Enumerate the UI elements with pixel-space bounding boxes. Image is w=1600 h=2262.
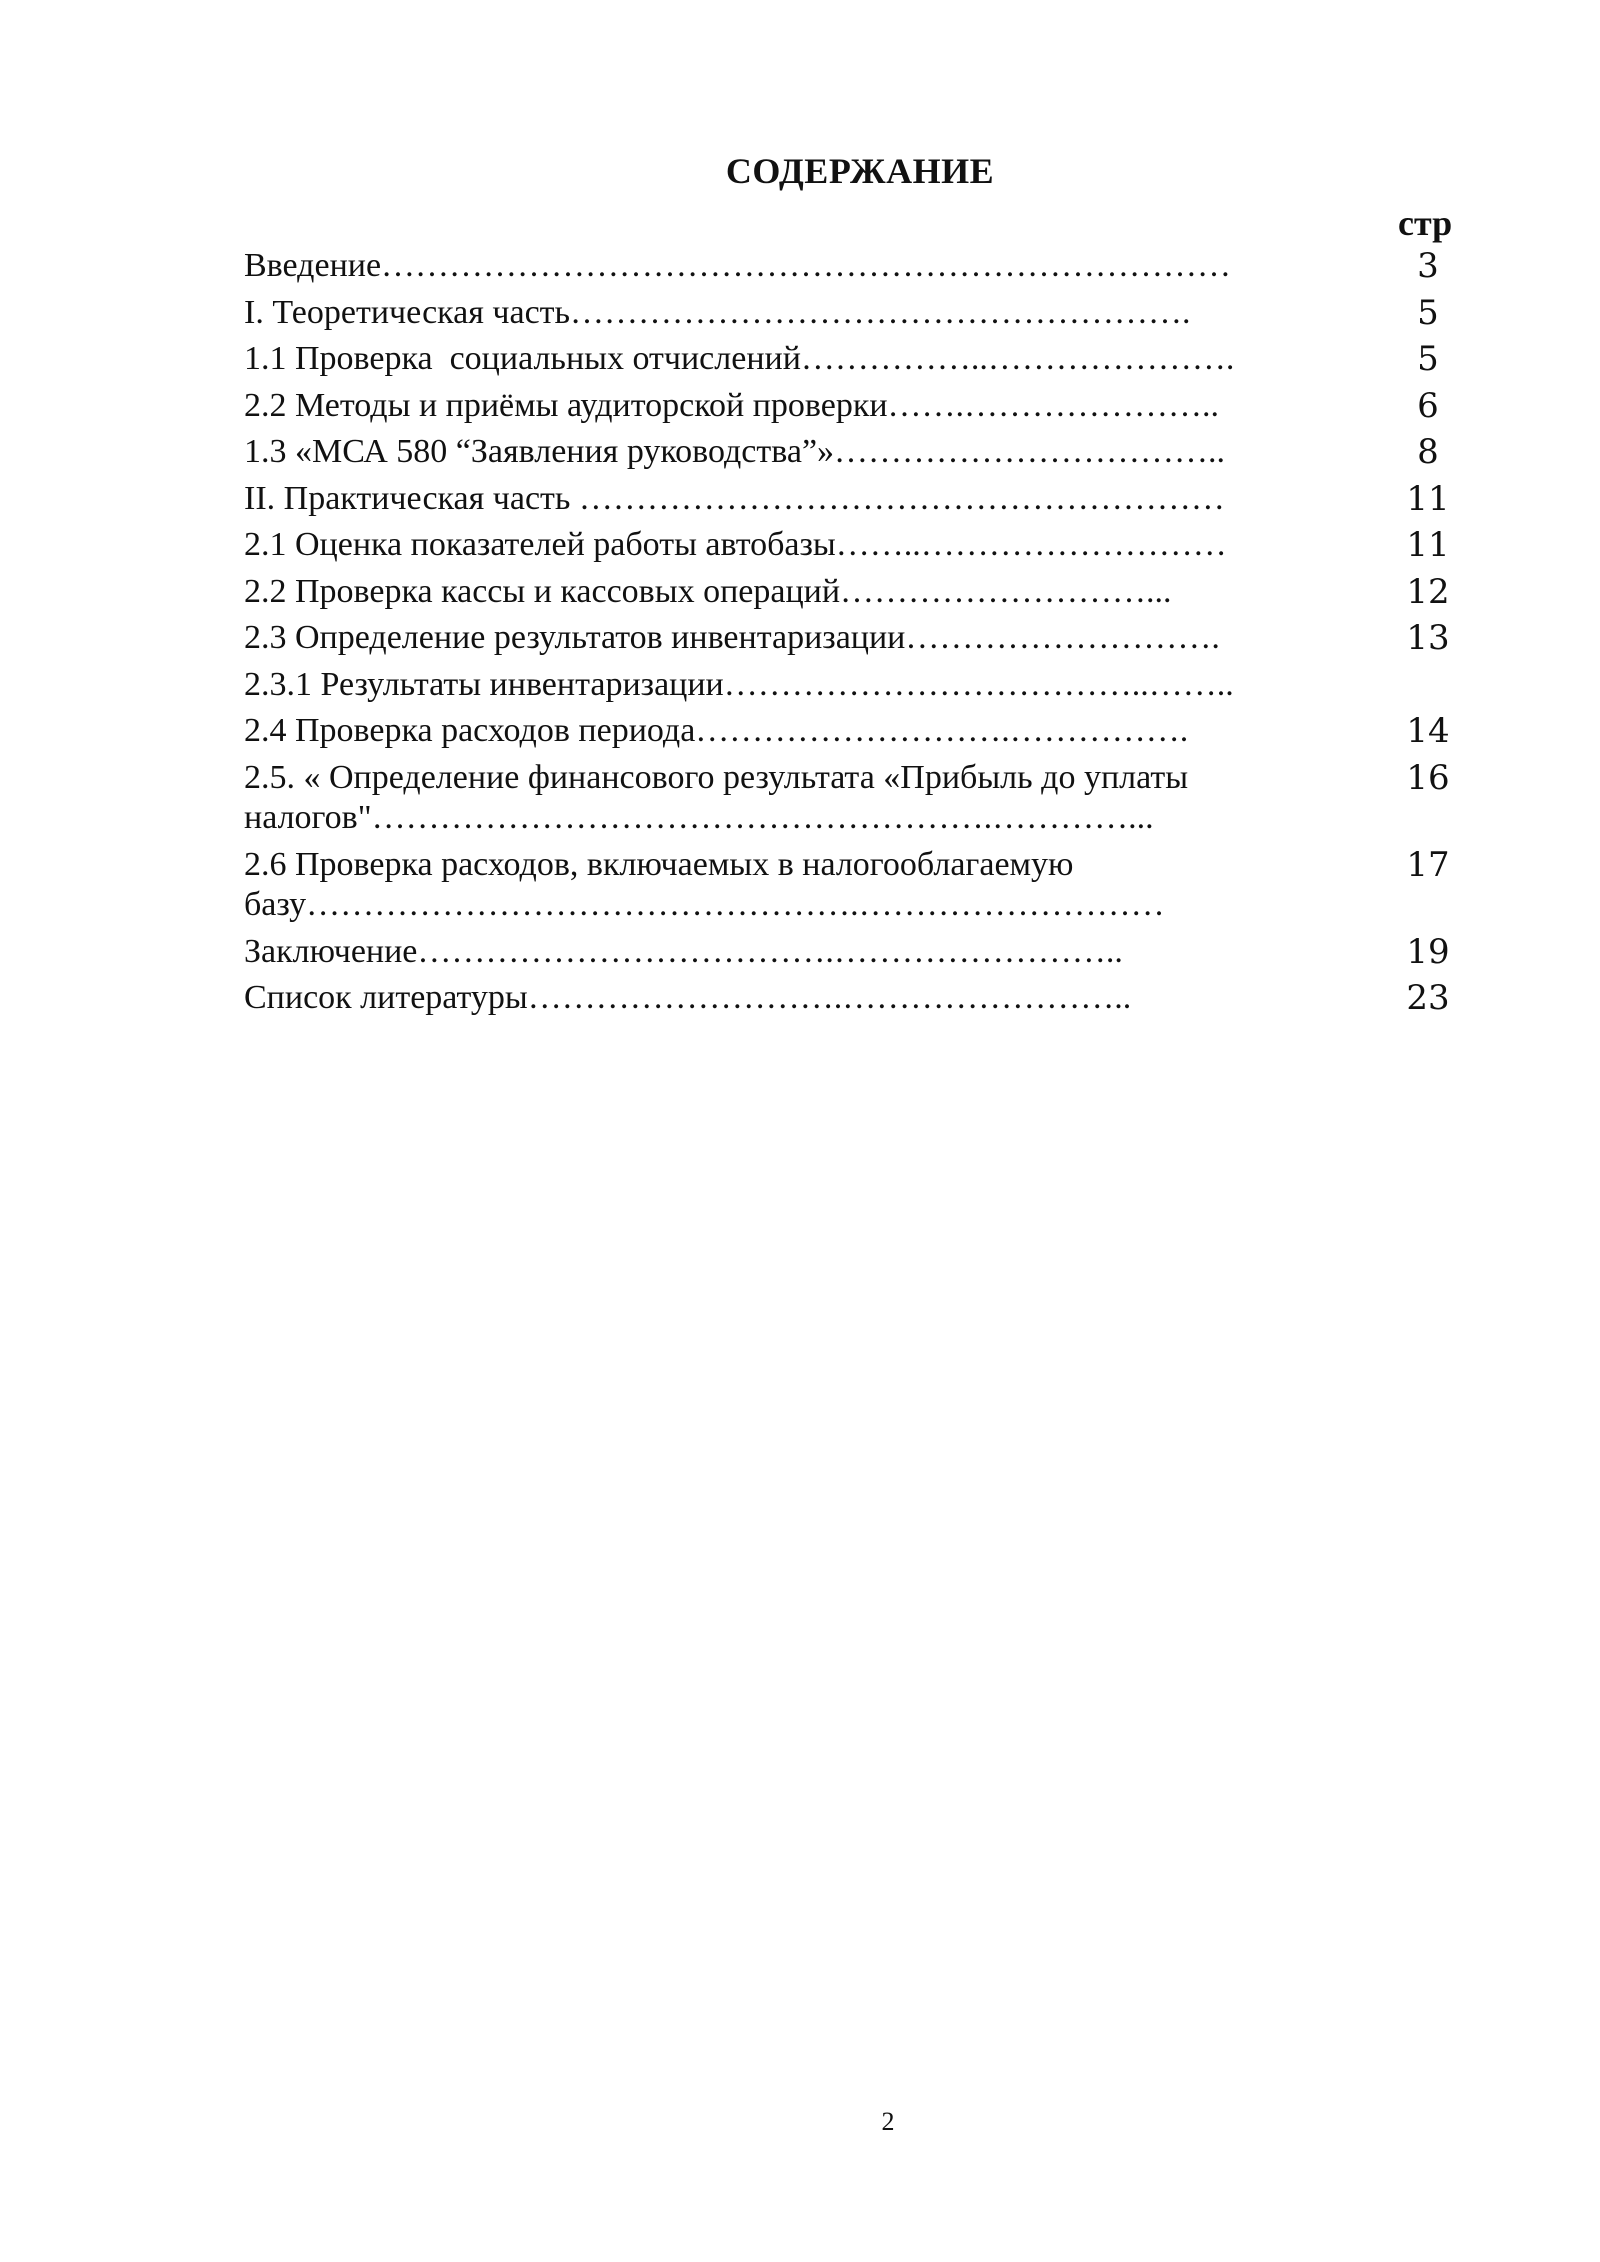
toc-entry-page: 5 bbox=[1417, 292, 1439, 333]
toc-entry-page: 6 bbox=[1417, 385, 1439, 426]
toc-entry-title: II. Практическая часть ………………………………………………… bbox=[244, 479, 1225, 517]
toc-entry bbox=[244, 293, 1474, 340]
toc-entry-page: 14 bbox=[1406, 711, 1450, 751]
table-of-contents bbox=[244, 246, 1474, 1025]
toc-entry bbox=[244, 386, 1474, 433]
toc-entry-title: Список литературы……………………….…………………….. bbox=[244, 979, 1132, 1016]
toc-entry bbox=[244, 246, 1474, 293]
toc-entry-page: 8 bbox=[1417, 432, 1439, 472]
toc-entry bbox=[244, 665, 1474, 712]
toc-entry bbox=[244, 432, 1474, 479]
toc-entry bbox=[244, 339, 1474, 386]
toc-entry-page: 5 bbox=[1417, 339, 1439, 379]
toc-entry-title: 2.2 Методы и приёмы аудиторской проверки…….………………….. bbox=[244, 386, 1220, 424]
page-number: 2 bbox=[881, 2107, 895, 2136]
toc-entry-title: 2.6 Проверка расходов, включаемых в налогооблагаемую базу………………………………………….……………………… bbox=[244, 845, 1165, 923]
toc-entry bbox=[244, 525, 1474, 572]
toc-entry-title: 1.1 Проверка социальных отчислений……………..…………………. bbox=[244, 340, 1235, 377]
toc-entry-page: 17 bbox=[1406, 844, 1450, 885]
toc-entry bbox=[244, 845, 1474, 932]
toc-entry bbox=[244, 978, 1474, 1025]
toc-entry bbox=[244, 618, 1474, 665]
toc-entry-title: 2.2 Проверка кассы и кассовых операций………………………... bbox=[244, 572, 1172, 610]
toc-entry-page: 3 bbox=[1417, 246, 1439, 286]
toc-entry-page: 12 bbox=[1406, 571, 1450, 612]
toc-entry-page: 13 bbox=[1406, 618, 1450, 658]
toc-entry-page: 16 bbox=[1406, 757, 1450, 798]
toc-entry bbox=[244, 711, 1474, 758]
page-title: СОДЕРЖАНИЕ bbox=[725, 151, 995, 191]
toc-entry-page: 19 bbox=[1406, 931, 1450, 972]
toc-entry-page: 11 bbox=[1406, 478, 1450, 519]
toc-entry-page: 23 bbox=[1406, 978, 1450, 1018]
toc-entry-title: 2.1 Оценка показателей работы автобазы……..……………………… bbox=[244, 526, 1227, 563]
toc-entry-title: Введение………………………………………………………………… bbox=[244, 247, 1232, 284]
toc-entry-title: 2.3 Определение результатов инвентаризации………………………. bbox=[244, 619, 1220, 656]
toc-entry-title: 2.4 Проверка расходов периода……………………….……………. bbox=[244, 712, 1189, 749]
toc-entry-title: Заключение……………………………….…………………….. bbox=[244, 932, 1123, 970]
toc-entry bbox=[244, 572, 1474, 619]
toc-entry-title: I. Теоретическая часть………………………………………………. bbox=[244, 293, 1191, 331]
toc-entry-page: 11 bbox=[1406, 525, 1450, 565]
toc-entry-title: 1.3 «МСА 580 “Заявления руководства”»…………………………….. bbox=[244, 433, 1226, 470]
toc-entry-title: 2.3.1 Результаты инвентаризации………………………………..…….. bbox=[244, 665, 1234, 703]
toc-entry bbox=[244, 479, 1474, 526]
toc-entry bbox=[244, 932, 1474, 979]
toc-entry-title: 2.5. « Определение финансового результата «Прибыль до уплаты налогов"……………………………………………….…………... bbox=[244, 758, 1189, 836]
toc-entry bbox=[244, 758, 1474, 845]
page-column-header: стр bbox=[1398, 203, 1453, 243]
